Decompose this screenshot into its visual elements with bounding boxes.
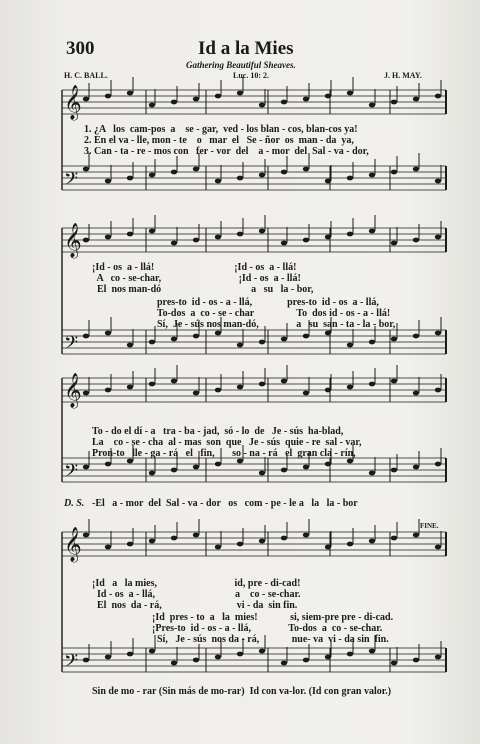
- note-head: [391, 241, 397, 246]
- lyric-line: -El a - mor del Sal - va - dor os com - pe - le a la la - bor: [92, 498, 358, 509]
- note-head: [237, 385, 243, 390]
- note-head: [237, 176, 243, 181]
- note-head: [391, 337, 397, 342]
- note-head: [281, 241, 287, 246]
- note-head: [303, 658, 309, 663]
- note-head: [325, 179, 331, 184]
- lyric-line: El nos man-dó a su la - bor,: [92, 284, 314, 295]
- note-head: [303, 465, 309, 470]
- note-head: [105, 388, 111, 393]
- note-head: [303, 391, 309, 396]
- lyric-line: Pron-to lle - ga - rá el fin, so - na - rá el gran cla - rín,: [92, 448, 356, 459]
- note-head: [281, 379, 287, 384]
- note-head: [215, 235, 221, 240]
- hymn-author: H. C. BALL.: [64, 71, 108, 80]
- note-head: [325, 388, 331, 393]
- note-head: [435, 179, 441, 184]
- hymn-title: Id a la Mies: [198, 38, 294, 59]
- note-head: [347, 91, 353, 96]
- note-head: [171, 661, 177, 666]
- note-head: [369, 229, 375, 234]
- note-head: [83, 533, 89, 538]
- lyric-line: Sí, Je - sús nos da - rá, nue- va vi - da sin fin.: [92, 634, 389, 645]
- note-head: [369, 103, 375, 108]
- note-head: [171, 337, 177, 342]
- note-head: [105, 94, 111, 99]
- note-head: [171, 468, 177, 473]
- note-head: [193, 533, 199, 538]
- note-head: [193, 167, 199, 172]
- note-head: [83, 238, 89, 243]
- note-head: [105, 545, 111, 550]
- note-head: [259, 229, 265, 234]
- note-head: [347, 385, 353, 390]
- note-head: [347, 232, 353, 237]
- note-head: [127, 542, 133, 547]
- lyric-line: pres-to id - os - a - llá, pres-to id - os a - llá,: [92, 297, 379, 308]
- treble-clef-icon: 𝄞: [64, 223, 82, 258]
- hymn-subtitle: Gathering Beautiful Sheaves.: [186, 60, 296, 70]
- note-head: [303, 97, 309, 102]
- note-head: [369, 539, 375, 544]
- note-head: [413, 465, 419, 470]
- note-head: [237, 343, 243, 348]
- note-head: [215, 462, 221, 467]
- note-head: [391, 468, 397, 473]
- note-head: [149, 173, 155, 178]
- lyric-line: 1. ¿A los cam-pos a se - gar, ved - los blan - cos, blan-cos ya!: [84, 124, 358, 135]
- bass-clef-icon: 𝄢: [64, 333, 79, 358]
- lyric-line: ¡Id - os a - llá! ¡Id - os a - llá!: [92, 262, 297, 273]
- note-head: [171, 100, 177, 105]
- lyric-line: A co - se-char, ¡Id - os a - llá!: [92, 273, 301, 284]
- note-head: [215, 179, 221, 184]
- scripture-reference: Luc. 10: 2.: [233, 71, 269, 80]
- note-head: [281, 661, 287, 666]
- lyric-line: Sin de mo - rar (Sin más de mo-rar) Id con va-lor. (Id con gran valor.): [92, 686, 392, 697]
- lyric-line: To - do el dí - a tra - ba - jad, só - lo de Je - sús ha-blad,: [92, 426, 344, 437]
- note-head: [435, 235, 441, 240]
- note-head: [215, 545, 221, 550]
- note-head: [83, 167, 89, 172]
- lyric-line: Id - os a - llá, a co - se-char.: [92, 589, 301, 600]
- note-head: [149, 340, 155, 345]
- note-head: [413, 658, 419, 663]
- note-head: [171, 241, 177, 246]
- note-head: [105, 179, 111, 184]
- note-head: [83, 391, 89, 396]
- fine-marker: FINE.: [420, 522, 439, 530]
- note-head: [259, 173, 265, 178]
- lyric-line: 3. Can - ta - re - mos con fer - vor del a - mor del Sal - va - dor,: [84, 146, 369, 157]
- treble-clef-icon: 𝄞: [64, 85, 82, 120]
- note-head: [127, 176, 133, 181]
- note-head: [149, 103, 155, 108]
- note-head: [281, 170, 287, 175]
- bass-clef-icon: 𝄢: [64, 461, 79, 486]
- note-head: [369, 382, 375, 387]
- note-head: [127, 343, 133, 348]
- note-head: [83, 658, 89, 663]
- note-head: [325, 331, 331, 336]
- note-head: [303, 334, 309, 339]
- note-head: [193, 391, 199, 396]
- note-head: [259, 649, 265, 654]
- note-head: [435, 462, 441, 467]
- note-head: [127, 652, 133, 657]
- lyric-line: 2. En el va - lle, mon - te o mar el Se - ñor os man - da ya,: [84, 135, 354, 146]
- ds-marker: D. S.: [64, 498, 85, 509]
- note-head: [413, 167, 419, 172]
- note-head: [171, 379, 177, 384]
- note-head: [127, 232, 133, 237]
- note-head: [347, 652, 353, 657]
- note-head: [105, 655, 111, 660]
- note-head: [391, 536, 397, 541]
- note-head: [413, 391, 419, 396]
- note-head: [391, 379, 397, 384]
- note-head: [171, 536, 177, 541]
- note-head: [193, 658, 199, 663]
- note-head: [413, 97, 419, 102]
- note-head: [127, 385, 133, 390]
- lyric-line: Sí, Je - sús nos man-dó, a su san - ta - la - bor,: [92, 319, 396, 330]
- note-head: [281, 536, 287, 541]
- note-head: [149, 539, 155, 544]
- note-head: [105, 331, 111, 336]
- note-head: [413, 334, 419, 339]
- note-head: [391, 100, 397, 105]
- note-head: [325, 655, 331, 660]
- note-head: [259, 539, 265, 544]
- note-head: [369, 649, 375, 654]
- note-head: [325, 545, 331, 550]
- bass-clef-icon: 𝄢: [64, 651, 79, 676]
- note-head: [105, 235, 111, 240]
- note-head: [435, 388, 441, 393]
- note-head: [215, 655, 221, 660]
- note-head: [369, 471, 375, 476]
- note-head: [281, 337, 287, 342]
- note-head: [435, 655, 441, 660]
- lyric-line: El nos da - rá, vi - da sin fin.: [92, 600, 298, 611]
- note-head: [149, 382, 155, 387]
- lyric-line: ¡Id pres - to a la mies! si, siem-pre pre - di-cad.: [92, 612, 394, 623]
- note-head: [105, 462, 111, 467]
- note-head: [281, 468, 287, 473]
- note-head: [237, 652, 243, 657]
- hymn-number: 300: [66, 38, 95, 59]
- treble-clef-icon: 𝄞: [64, 527, 82, 562]
- note-head: [347, 343, 353, 348]
- note-head: [391, 661, 397, 666]
- note-head: [259, 382, 265, 387]
- note-head: [347, 176, 353, 181]
- note-head: [369, 173, 375, 178]
- bass-clef-icon: 𝄢: [64, 169, 79, 194]
- note-head: [149, 649, 155, 654]
- note-head: [413, 238, 419, 243]
- note-head: [127, 91, 133, 96]
- note-head: [435, 331, 441, 336]
- note-head: [149, 471, 155, 476]
- note-head: [193, 465, 199, 470]
- note-head: [259, 103, 265, 108]
- note-head: [391, 170, 397, 175]
- note-head: [215, 388, 221, 393]
- note-head: [347, 542, 353, 547]
- note-head: [193, 334, 199, 339]
- note-head: [171, 170, 177, 175]
- note-head: [259, 340, 265, 345]
- note-head: [325, 235, 331, 240]
- note-head: [237, 542, 243, 547]
- lyric-line: ¡Pres-to id - os - a - llá, To-dos a co - se-char.: [92, 623, 383, 634]
- note-head: [281, 100, 287, 105]
- note-head: [435, 94, 441, 99]
- lyric-line: To-dos a co - se - char To dos id - os - a - llá!: [92, 308, 391, 319]
- note-head: [303, 238, 309, 243]
- note-head: [303, 533, 309, 538]
- note-head: [237, 91, 243, 96]
- hymn-composer: J. H. MAY.: [384, 71, 422, 80]
- note-head: [413, 533, 419, 538]
- note-head: [237, 232, 243, 237]
- note-head: [303, 167, 309, 172]
- note-head: [215, 331, 221, 336]
- note-head: [435, 545, 441, 550]
- lyric-line: ¡Id a la mies, id, pre - di-cad!: [92, 578, 301, 589]
- note-head: [259, 471, 265, 476]
- note-head: [83, 334, 89, 339]
- note-head: [325, 462, 331, 467]
- note-head: [215, 94, 221, 99]
- note-head: [149, 229, 155, 234]
- note-head: [193, 97, 199, 102]
- treble-clef-icon: 𝄞: [64, 373, 82, 408]
- note-head: [369, 340, 375, 345]
- note-head: [325, 94, 331, 99]
- note-head: [83, 465, 89, 470]
- lyric-line: La co - se - cha al - mas son que Je - sús quie - re sal - var,: [92, 437, 362, 448]
- note-head: [83, 97, 89, 102]
- note-head: [193, 238, 199, 243]
